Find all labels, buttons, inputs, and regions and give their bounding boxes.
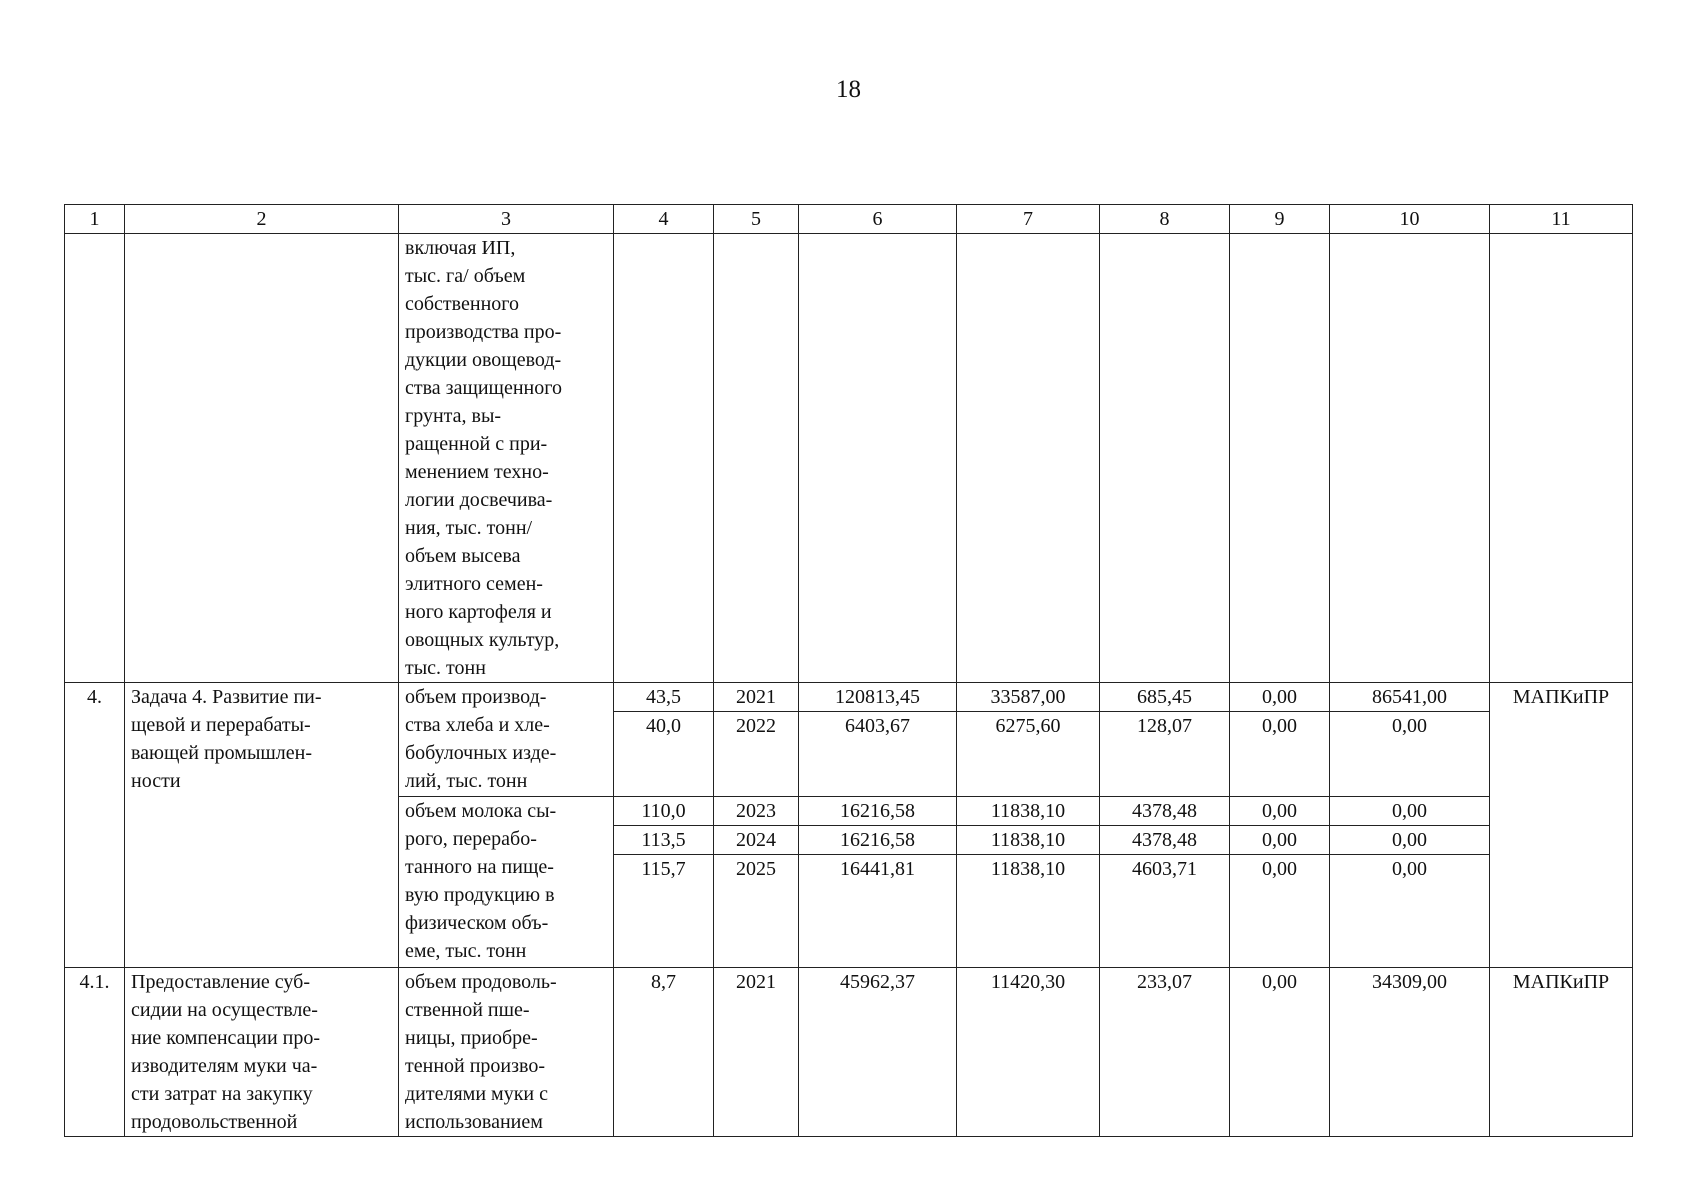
amount-regional: 4603,71: [1100, 855, 1230, 968]
column-header: 9: [1230, 205, 1330, 234]
indicator-text: включая ИП, тыс. га/ объем собственного производства про- дукции овощевод- ства защищенного грунта, вы- ращенной с при- менением техно- логии досвечива- ния, тыс. тонн/ объем высева элитного семен- ного картофеля и овощных культур, тыс. тонн: [399, 234, 614, 683]
year: 2024: [714, 826, 799, 855]
indicator-value: 110,0: [614, 797, 714, 826]
column-header: 6: [799, 205, 957, 234]
cell-empty: [1230, 234, 1330, 683]
amount-other: 0,00: [1330, 855, 1490, 968]
indicator-value: 43,5: [614, 683, 714, 712]
indicator-text: объем молока сы- рого, перерабо- танного на пище- вую продукцию в физическом объ- еме, тыс. тонн: [399, 797, 614, 968]
amount-federal: 11838,10: [957, 826, 1100, 855]
column-header: 2: [125, 205, 399, 234]
year: 2022: [714, 712, 799, 797]
column-header: 7: [957, 205, 1100, 234]
indicator-value: 8,7: [614, 968, 714, 1137]
column-header: 4: [614, 205, 714, 234]
amount-total: 16216,58: [799, 826, 957, 855]
year: 2025: [714, 855, 799, 968]
amount-other: 0,00: [1330, 712, 1490, 797]
indicator-text: объем производ- ства хлеба и хле- бобулочных изде- лий, тыс. тонн: [399, 683, 614, 797]
amount-total: 16216,58: [799, 797, 957, 826]
amount-total: 6403,67: [799, 712, 957, 797]
column-header: 11: [1490, 205, 1633, 234]
page-number: 18: [836, 76, 861, 103]
cell-empty: [957, 234, 1100, 683]
amount-federal: 33587,00: [957, 683, 1100, 712]
indicator-value: 40,0: [614, 712, 714, 797]
indicator-value: 113,5: [614, 826, 714, 855]
table-row: [65, 968, 1633, 1137]
cell-empty: [65, 234, 125, 683]
amount-other: 0,00: [1330, 797, 1490, 826]
amount-federal: 6275,60: [957, 712, 1100, 797]
cell-empty: [714, 234, 799, 683]
column-header: 1: [65, 205, 125, 234]
indicator-text: объем продоволь- ственной пше- ницы, приобре- тенной произво- дителями муки с использованием: [399, 968, 614, 1137]
responsible: МАПКиПР: [1490, 968, 1633, 1137]
amount-total: 16441,81: [799, 855, 957, 968]
cell-empty: [1100, 234, 1230, 683]
amount-local: 0,00: [1230, 712, 1330, 797]
amount-federal: 11420,30: [957, 968, 1100, 1137]
amount-total: 45962,37: [799, 968, 957, 1137]
cell-empty: [799, 234, 957, 683]
responsible: МАПКиПР: [1490, 683, 1633, 968]
column-header: 3: [399, 205, 614, 234]
amount-local: 0,00: [1230, 855, 1330, 968]
amount-total: 120813,45: [799, 683, 957, 712]
row-number: 4.1.: [65, 968, 125, 1137]
amount-regional: 233,07: [1100, 968, 1230, 1137]
amount-regional: 4378,48: [1100, 797, 1230, 826]
column-header: 8: [1100, 205, 1230, 234]
amount-local: 0,00: [1230, 826, 1330, 855]
row-number: 4.: [65, 683, 125, 968]
year: 2021: [714, 683, 799, 712]
amount-local: 0,00: [1230, 968, 1330, 1137]
cell-empty: [614, 234, 714, 683]
measure-name: Предоставление суб- сидии на осуществле- ние компенсации про- изводителям муки ча- сти затрат на закупку продовольственной: [125, 968, 399, 1137]
header-row: [65, 205, 1633, 234]
task-name: Задача 4. Развитие пи- щевой и перерабаты- вающей промышлен- ности: [125, 683, 399, 968]
cell-empty: [1330, 234, 1490, 683]
amount-regional: 685,45: [1100, 683, 1230, 712]
amount-local: 0,00: [1230, 683, 1330, 712]
program-table: [64, 204, 1633, 1137]
amount-local: 0,00: [1230, 797, 1330, 826]
column-header: 10: [1330, 205, 1490, 234]
year: 2021: [714, 968, 799, 1137]
amount-regional: 128,07: [1100, 712, 1230, 797]
amount-other: 86541,00: [1330, 683, 1490, 712]
cell-empty: [125, 234, 399, 683]
amount-regional: 4378,48: [1100, 826, 1230, 855]
indicator-value: 115,7: [614, 855, 714, 968]
table-row: [65, 683, 1633, 712]
amount-federal: 11838,10: [957, 797, 1100, 826]
column-header: 5: [714, 205, 799, 234]
amount-federal: 11838,10: [957, 855, 1100, 968]
year: 2023: [714, 797, 799, 826]
amount-other: 0,00: [1330, 826, 1490, 855]
continuation-row: [65, 234, 1633, 683]
cell-empty: [1490, 234, 1633, 683]
amount-other: 34309,00: [1330, 968, 1490, 1137]
